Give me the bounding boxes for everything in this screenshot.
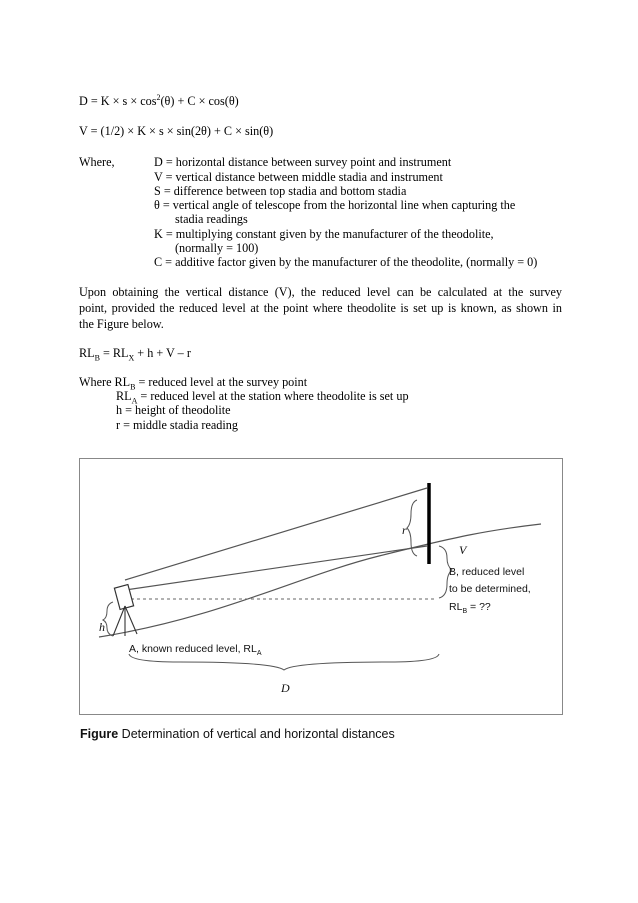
label-r: r [402, 523, 407, 537]
where-rlb [79, 375, 308, 392]
def-k: K = multiplying constant given by the manufacturer of the theodolite, [154, 227, 494, 241]
where-rlb-text: = reduced level at the survey point [135, 375, 308, 389]
rl-eq: = RL [99, 346, 129, 360]
paragraph-line: point, provided the reduced level at the point where theodolite is set up is known, as shown in [79, 301, 562, 315]
where-rla-text: = reduced level at the station where theodolite is set up [137, 389, 409, 403]
equation-d [79, 94, 239, 108]
label-h: h [99, 620, 105, 634]
label-a: A, known reduced level, $RL_A$ [129, 643, 262, 657]
paragraph-line: Upon obtaining the vertical distance (V), the reduced level can be calculated at the survey [79, 285, 562, 299]
body-paragraph [79, 284, 562, 332]
equation-d-exponent: 2 [156, 92, 161, 102]
where-rla-label: RL [116, 389, 132, 403]
equation-v: V = (1/2) × K × s × sin(2θ) + C × sin(θ) [79, 124, 274, 138]
where-rlb-label: Where RL [79, 375, 131, 389]
rl-rest: + h + V – r [134, 346, 191, 360]
caption-text: Determination of vertical and horizontal distances [118, 727, 395, 741]
figure-caption [80, 727, 395, 741]
where-label: Where, [79, 155, 115, 169]
survey-figure [79, 458, 563, 715]
caption-figure-word: Figure [80, 727, 119, 741]
def-s: S = difference between top stadia and bottom stadia [154, 184, 407, 198]
label-b-line2: to be determined, [449, 583, 531, 595]
def-theta: θ = vertical angle of telescope from the horizontal line when capturing the [154, 198, 516, 212]
def-k-cont: (normally = 100) [175, 241, 259, 255]
paragraph-line: the Figure below. [79, 317, 164, 331]
where-rla-sub: A [131, 396, 138, 406]
def-theta-cont: stadia readings [175, 212, 248, 226]
where-r: r = middle stadia reading [116, 418, 238, 432]
where-rlb-sub: B [130, 382, 136, 392]
rl-rhs-sub: X [128, 353, 135, 363]
rl-lhs: RL [79, 346, 95, 360]
rl-lhs-sub: B [94, 353, 100, 363]
label-b-line1: B, reduced level [449, 566, 525, 578]
equation-d-main: D = K × s × cos [79, 94, 157, 108]
def-v: V = vertical distance between middle stadia and instrument [154, 170, 443, 184]
where-h: h = height of theodolite [116, 403, 231, 417]
label-v: V [459, 543, 467, 557]
def-d: D = horizontal distance between survey point and instrument [154, 155, 452, 169]
label-b-line3: $RL_B$ = ?? [449, 601, 491, 615]
label-d: D [281, 681, 290, 695]
where-rla [116, 389, 409, 406]
rl-equation [79, 346, 191, 363]
equation-d-tail: (θ) + C × cos(θ) [160, 94, 239, 108]
def-c: C = additive factor given by the manufacturer of the theodolite, (normally = 0) [154, 255, 538, 269]
